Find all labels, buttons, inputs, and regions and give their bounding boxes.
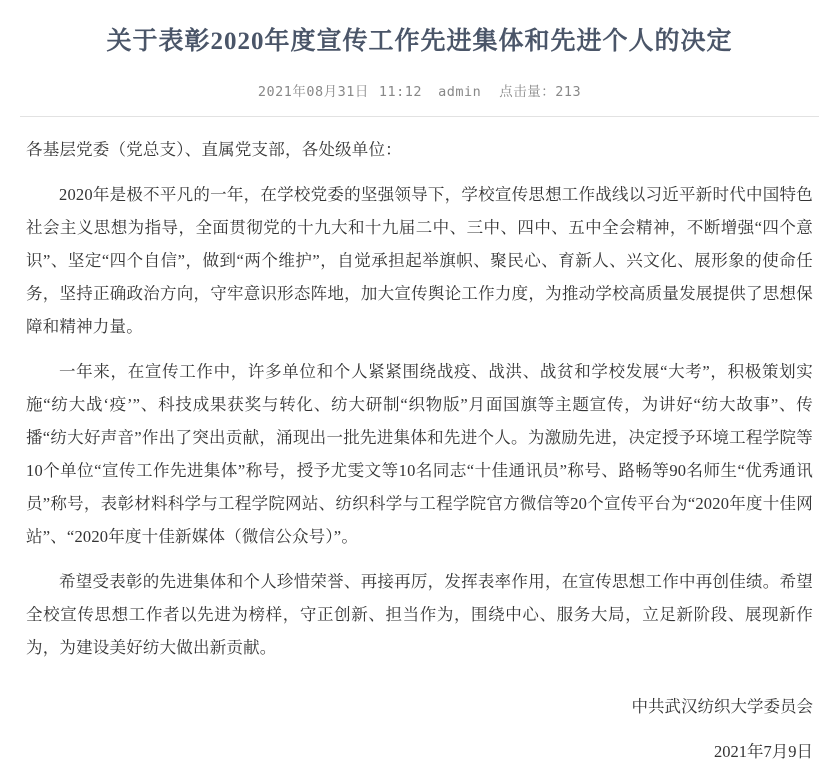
author-name: admin [438,84,482,100]
article-body [26,117,813,664]
article-meta [0,80,839,100]
body-paragraph-3: 希望受表彰的先进集体和个人珍惜荣誉、再接再厉，发挥表率作用，在宣传思想工作中再创佳绩。希望全校宣传思想工作者以先进为榜样，守正创新、担当作为，围绕中心、服务大局，立足新阶段、展现新作为，为建设美好纺大做出新贡献。 [26,572,813,657]
salutation-line: 各基层党委（党总支）、直属党支部，各处级单位： [26,140,402,159]
page-title: 关于表彰2020年度宣传工作先进集体和先进个人的决定 [106,28,733,55]
document-page [0,22,839,776]
signature-date: 2021年7月9日 [714,742,813,761]
publish-date: 2021年08月31日 [257,84,369,100]
signature-organization: 中共武汉纺织大学委员会 [631,697,813,716]
hit-count: 点击量：213 [499,84,582,100]
publish-time: 11:12 [378,84,423,100]
body-paragraph-2: 一年来，在宣传工作中，许多单位和个人紧紧围绕战疫、战洪、战贫和学校发展“大考”，积极策划实施“纺大战‘疫’”、科技成果获奖与转化、纺大研制“织物版”月面国旗等主题宣传，为讲好“纺大故事”、传播“纺大好声音”作出了突出贡献，涌现出一批先进集体和先进个人。为激励先进，决定授予环境工程学院等10个单位“宣传工作先进集体”称号，授予尤雯文等10名同志“十佳通讯员”称号、路畅等90名师生“优秀通讯员”称号，表彰材料科学与工程学院网站、纺织科学与工程学院官方微信等20个宣传平台为“2020年度十佳网站”、“2020年度十佳新媒体（微信公众号）”。 [26,362,813,546]
body-paragraph-1: 2020年是极不平凡的一年，在学校党委的坚强领导下，学校宣传思想工作战线以习近平新时代中国特色社会主义思想为指导，全面贯彻党的十九大和十九届二中、三中、四中、五中全会精神，不断增强“四个意识”、坚定“四个自信”，做到“两个维护”，自觉承担起举旗帜、聚民心、育新人、兴文化、展形象的使命任务，坚持正确政治方向，守牢意识形态阵地，加大宣传舆论工作力度，为推动学校高质量发展提供了思想保障和精神力量。 [26,185,813,336]
